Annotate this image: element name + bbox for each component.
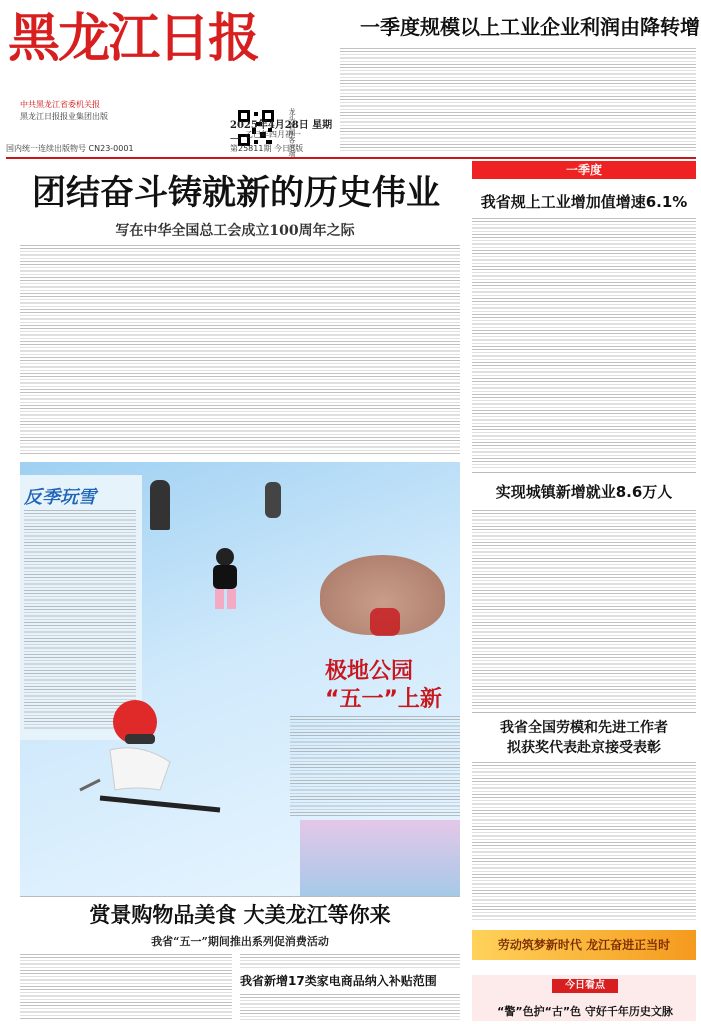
appliance-body	[240, 994, 460, 1020]
employment-body	[472, 510, 696, 710]
q1-headline[interactable]: 我省规上工业增加值增速6.1%	[480, 193, 688, 211]
labor-headline-1[interactable]: 我省全国劳模和先进工作者	[500, 720, 668, 736]
main-subheadline: 写在中华全国总工会成立100周年之际	[115, 223, 355, 239]
lead-body	[340, 48, 696, 152]
labor-body	[472, 762, 696, 922]
child-skier-icon	[200, 545, 250, 615]
lead-headline[interactable]: 一季度规模以上工业企业利润由降转增	[360, 15, 700, 39]
qr-caption: 龙头新闻客户端	[288, 108, 296, 157]
labor-headline-2[interactable]: 拟获奖代表赴京接受表彰	[507, 740, 661, 756]
publisher: 黑龙江日报报业集团出版	[20, 112, 108, 121]
divider	[472, 472, 696, 473]
issue-number: 第25811期 今日8版	[230, 144, 304, 153]
lunar-date: 乙巳年四月初一	[245, 130, 301, 139]
newspaper-title: 黑龙江日报	[8, 8, 259, 69]
shopping-subheadline: 我省“五一”期间推出系列促消费活动	[151, 935, 329, 948]
section-label-q1: 一季度	[472, 161, 696, 179]
divider	[20, 896, 460, 897]
polar-park-title-1: 极地公园	[325, 659, 414, 684]
employment-headline[interactable]: 实现城镇新增就业8.6万人	[495, 483, 673, 501]
skier-photo	[150, 480, 170, 530]
header-rule	[6, 157, 696, 159]
dateline: 2025年4月28日 星期一	[230, 120, 333, 146]
q1-body	[472, 218, 696, 468]
skier-photo	[265, 482, 281, 518]
performer-icon	[330, 608, 440, 636]
polar-park-body	[290, 716, 460, 816]
photo-tag: 反季玩雪	[24, 487, 96, 508]
sea-lion-show-photo	[300, 820, 460, 896]
appliance-subsidy-headline[interactable]: 我省新增17类家电商品纳入补贴范围	[240, 974, 437, 988]
slogan-text: 劳动筑梦新时代 龙江奋进正当时	[497, 938, 671, 952]
shopping-body	[20, 954, 232, 1020]
shopping-body-2	[240, 954, 460, 970]
big-skier-icon	[40, 690, 240, 830]
divider	[472, 712, 696, 713]
party-org: 中共黑龙江省委机关报	[20, 100, 100, 109]
shopping-headline[interactable]: 赏景购物品美食 大美龙江等你来	[89, 903, 391, 927]
main-body	[20, 245, 460, 455]
today-tag: 今日看点	[552, 979, 618, 993]
polar-park-title-2: “五一”上新	[325, 687, 442, 712]
publication-codes: 国内统一连续出版物号 CN23-0001	[6, 144, 134, 153]
today-headline[interactable]: “警”色护“古”色 守好千年历史文脉	[497, 1005, 673, 1018]
main-headline[interactable]: 团结奋斗铸就新的历史伟业	[32, 173, 440, 213]
